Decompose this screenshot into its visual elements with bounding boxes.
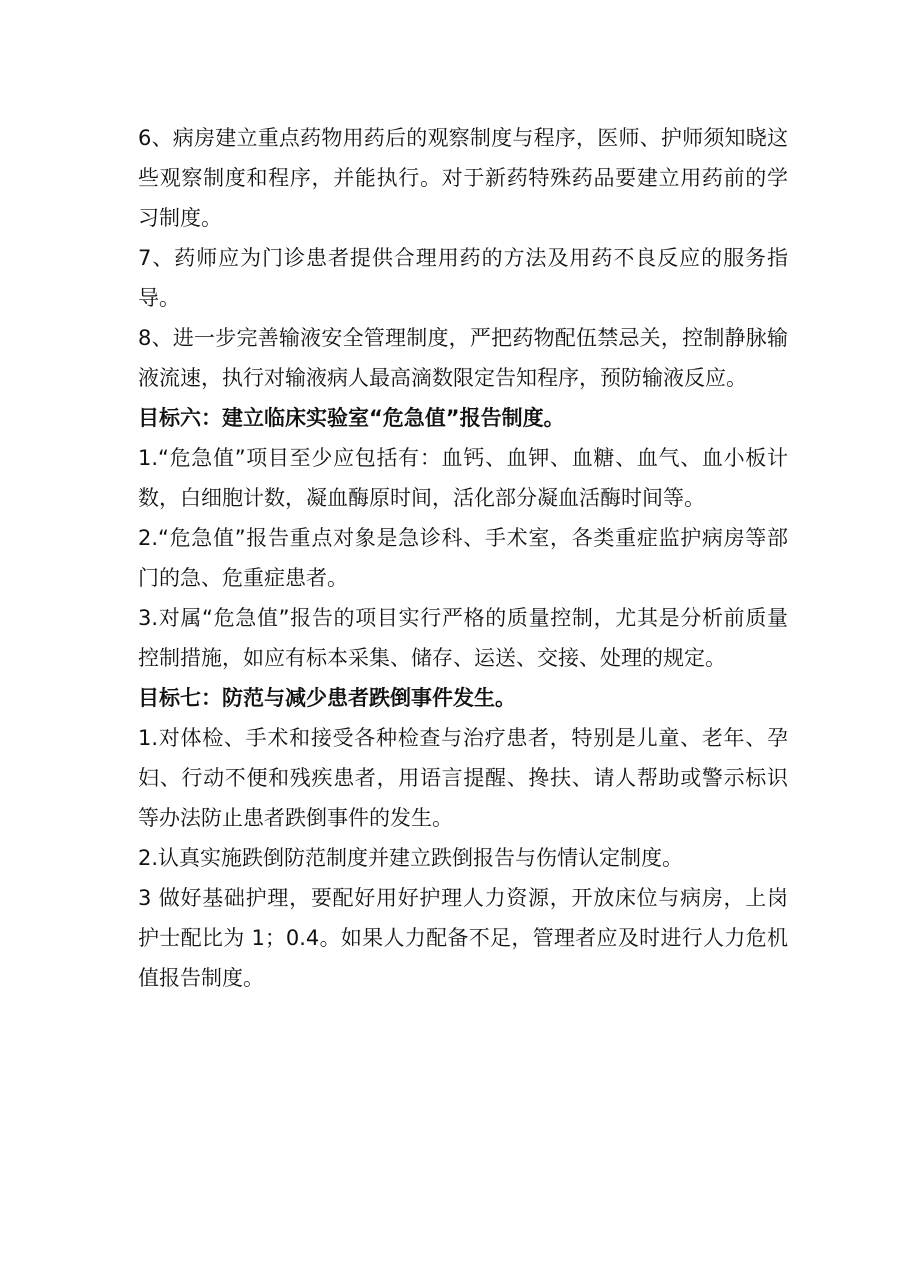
item-8-infusion-safety: 8、进一步完善输液安全管理制度，严把药物配伍禁忌关，控制静脉输液流速，执行对输液病人最高滴数限定告知程序，预防输液反应。 — [138, 326, 788, 390]
goal-6-heading: 目标六：建立临床实验室“危急值”报告制度。 — [138, 406, 565, 430]
item-7-pharmacist-guidance: 7、药师应为门诊患者提供合理用药的方法及用药不良反应的服务指导。 — [138, 246, 788, 310]
goal-7-item-2: 2.认真实施跌倒防范制度并建立跌倒报告与伤情认定制度。 — [138, 846, 684, 870]
goal-6-item-1: 1.“危急值”项目至少应包括有：血钙、血钾、血糖、血气、血小板计数，白细胞计数，凝血酶原时间，活化部分凝血活酶时间等。 — [138, 446, 788, 510]
goal-7-item-1: 1.对体检、手术和接受各种检查与治疗患者，特别是儿童、老年、孕妇、行动不便和残疾患者，用语言提醒、搀扶、请人帮助或警示标识等办法防止患者跌倒事件的发生。 — [138, 726, 788, 830]
goal-6-item-3: 3.对属“危急值”报告的项目实行严格的质量控制，尤其是分析前质量控制措施，如应有标本采集、储存、运送、交接、处理的规定。 — [138, 606, 788, 670]
item-6-ward-observation: 6、病房建立重点药物用药后的观察制度与程序，医师、护师须知晓这些观察制度和程序，并能执行。对于新药特殊药品要建立用药前的学习制度。 — [138, 126, 788, 230]
goal-6-item-2: 2.“危急值”报告重点对象是急诊科、手术室，各类重症监护病房等部门的急、危重症患者。 — [138, 526, 788, 590]
goal-7-heading: 目标七：防范与减少患者跌倒事件发生。 — [138, 686, 516, 710]
document-body — [138, 118, 788, 998]
goal-7-item-3: 3 做好基础护理，要配好用好护理人力资源，开放床位与病房，上岗护士配比为 1；0.4。如果人力配备不足，管理者应及时进行人力危机值报告制度。 — [138, 886, 788, 990]
